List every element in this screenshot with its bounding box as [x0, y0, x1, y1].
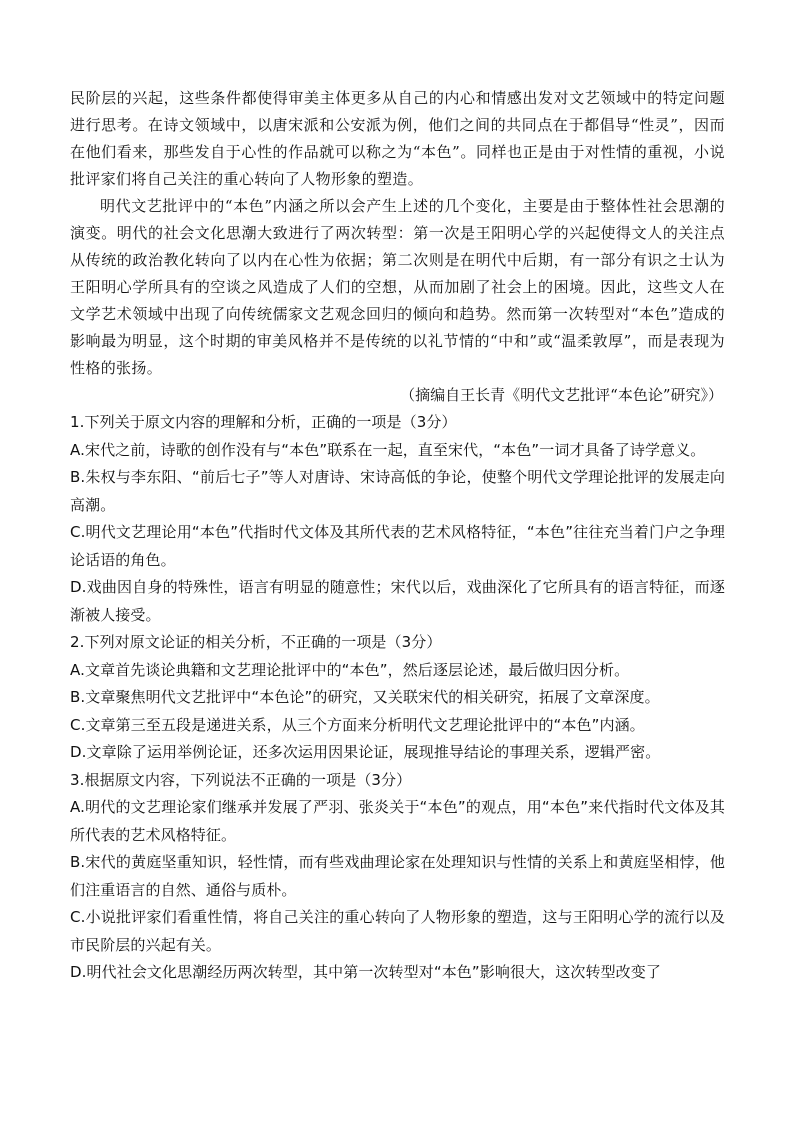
reading-passage	[70, 85, 725, 409]
option-b: B.文章聚焦明代文艺批评中“本色论”的研究，又关联宋代的相关研究，拓展了文章深度。	[70, 688, 660, 706]
option-a: A.明代的文艺理论家们继承并发展了严羽、张炎关于“本色”的观点，用“本色”来代指时代文体及其所代表的艺术风格特征。	[70, 798, 725, 844]
option-d: D.文章除了运用举例论证，还多次运用因果论证，展现推导结论的事理关系，逻辑严密。	[70, 743, 661, 761]
option-c: C.明代文艺理论用“本色”代指时代文体及其所代表的艺术风格特征，“本色”往往充当着门户之争理论话语的角色。	[70, 523, 725, 569]
question-1	[70, 409, 725, 629]
option-d: D.戏曲因自身的特殊性，语言有明显的随意性；宋代以后，戏曲深化了它所具有的语言特征，而逐渐被人接受。	[70, 578, 725, 624]
exam-page	[70, 85, 725, 987]
passage-source: （摘编自王长青《明代文艺批评“本色论”研究》）	[400, 386, 723, 404]
option-d: D.明代社会文化思潮经历两次转型，其中第一次转型对“本色”影响很大，这次转型改变了	[70, 963, 661, 981]
option-a: A.宋代之前，诗歌的创作没有与“本色”联系在一起，直至宋代，“本色”一词才具备了诗学意义。	[70, 440, 706, 459]
question-3	[70, 767, 725, 987]
option-a: A.文章首先谈论典籍和文艺理论批评中的“本色”，然后逐层论述，最后做归因分析。	[70, 660, 630, 679]
question-stem: 3.根据原文内容，下列说法不正确的一项是（3分）	[70, 770, 412, 789]
option-b: B.宋代的黄庭坚重知识，轻性情，而有些戏曲理论家在处理知识与性情的关系上和黄庭坚相悖，他们注重语言的自然、通俗与质朴。	[70, 853, 725, 899]
question-2	[70, 629, 725, 767]
question-stem: 1.下列关于原文内容的理解和分析，正确的一项是（3分）	[70, 413, 457, 431]
question-stem: 2.下列对原文论证的相关分析，不正确的一项是（3分）	[70, 633, 442, 651]
option-c: C.文章第三至五段是递进关系，从三个方面来分析明代文艺理论批评中的“本色”内涵。	[70, 715, 645, 734]
option-b: B.朱权与李东阳、“前后七子”等人对唐诗、宋诗高低的争论，使整个明代文学理论批评的发展走向高潮。	[70, 468, 725, 514]
passage-paragraph: 民阶层的兴起，这些条件都使得审美主体更多从自己的内心和情感出发对文艺领域中的特定问题进行思考。在诗文领域中，以唐宋派和公安派为例，他们之间的共同点在于都倡导“性灵”，因而在他们看来，那些发自于心性的作品就可以称之为“本色”。同样也正是由于对性情的重视，小说批评家们将自己关注的重心转向了人物形象的塑造。	[70, 89, 725, 188]
option-c: C.小说批评家们看重性情，将自己关注的重心转向了人物形象的塑造，这与王阳明心学的流行以及市民阶层的兴起有关。	[70, 908, 725, 954]
passage-paragraph: 明代文艺批评中的“本色”内涵之所以会产生上述的几个变化，主要是由于整体性社会思潮的演变。明代的社会文化思潮大致进行了两次转型：第一次是王阳明心学的兴起使得文人的关注点从传统的政治教化转向了以内在心性为依据；第二次则是在明代中后期，有一部分有识之士认为王阳明心学所具有的空谈之风造成了人们的空想，从而加剧了社会上的困境。因此，这些文人在文学艺术领域中出现了向传统儒家文艺观念回归的倾向和趋势。然而第一次转型对“本色”造成的影响最为明显，这个时期的审美风格并不是传统的以礼节情的“中和”或“温柔敦厚”，而是表现为性格的张扬。	[70, 197, 725, 377]
